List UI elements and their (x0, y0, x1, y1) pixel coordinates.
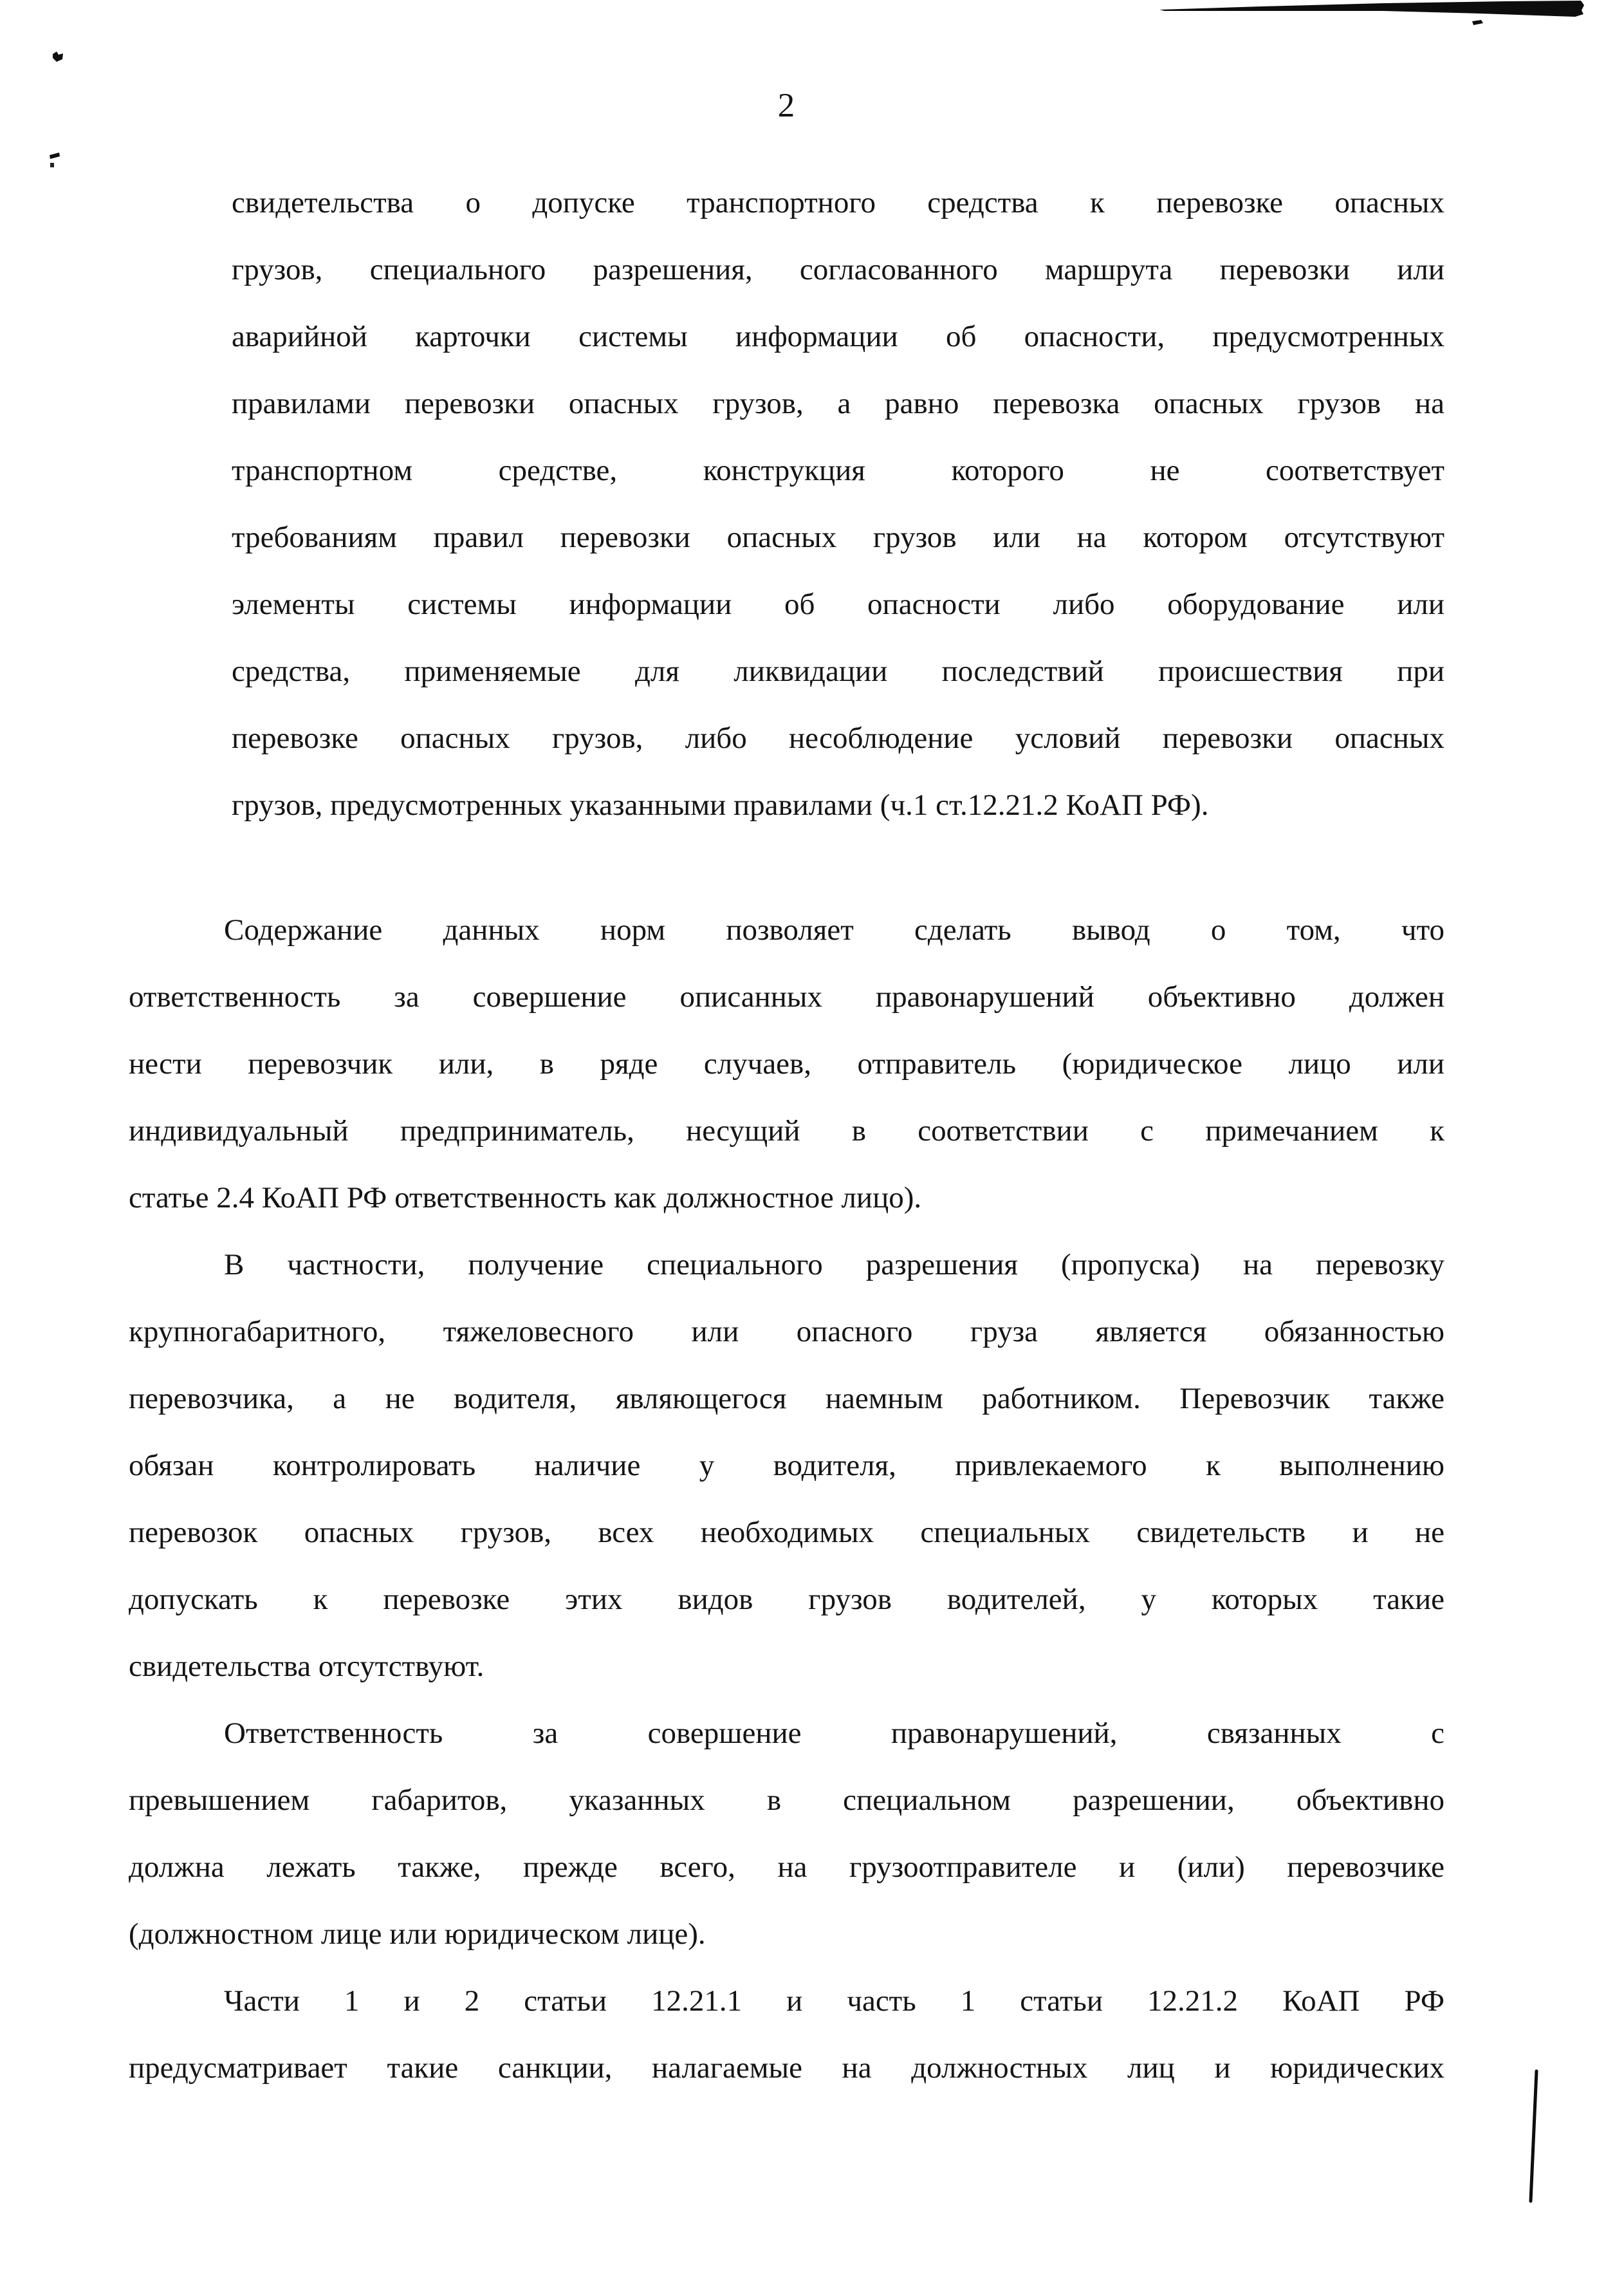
paragraph-norms-conclusion (129, 897, 1444, 1231)
scan-dot-left-margin (50, 163, 54, 167)
paragraph-dimensions-liability (129, 1700, 1444, 1968)
scan-speck-dot (1472, 20, 1483, 25)
text-line: предусматривает такие санкции, налагаемые на должностных лиц и юридических (129, 2051, 1444, 2085)
scan-dash-left-margin (50, 153, 60, 159)
text-line: Части 1 и 2 статьи 12.21.1 и часть 1 статьи 12.21.2 КоАП РФ (224, 1984, 1444, 2018)
text-line: аварийной карточки системы информации об опасности, предусмотренных (232, 320, 1444, 353)
text-line: средства, применяемые для ликвидации последствий происшествия при (232, 655, 1444, 688)
text-line: транспортном средстве, конструкция которого не соответствует (232, 454, 1444, 487)
text-line: превышением габаритов, указанных в специальном разрешении, объективно (129, 1783, 1444, 1817)
paragraph-sanctions-articles (129, 1968, 1444, 2101)
text-line: ответственность за совершение описанных правонарушений объективно должен (129, 980, 1444, 1014)
paragraph-quoted-provision-continuation (232, 169, 1444, 839)
text-line: Содержание данных норм позволяет сделать вывод о том, что (224, 913, 1444, 947)
text-line: грузов, предусмотренных указанными правилами (ч.1 ст.12.21.2 КоАП РФ). (232, 788, 1209, 822)
text-line: элементы системы информации об опасности либо оборудование или (232, 588, 1444, 621)
text-line: нести перевозчик или, в ряде случаев, отправитель (юридическое лицо или (129, 1047, 1444, 1081)
text-line: перевозке опасных грузов, либо несоблюдение условий перевозки опасных (232, 721, 1444, 755)
text-line: правилами перевозки опасных грузов, а равно перевозка опасных грузов на (232, 387, 1444, 420)
text-line: крупногабаритного, тяжеловесного или опасного груза является обязанностью (129, 1315, 1444, 1348)
text-line: перевозчика, а не водителя, являющегося наемным работником. Перевозчик также (129, 1382, 1444, 1415)
text-line: (должностном лице или юридическом лице). (129, 1917, 706, 1951)
text-line: свидетельства о допуске транспортного средства к перевозке опасных (232, 186, 1444, 219)
text-line: индивидуальный предприниматель, несущий в соответствии с примечанием к (129, 1114, 1444, 1148)
text-line: Ответственность за совершение правонарушений, связанных с (224, 1716, 1444, 1750)
page-number: 2 (777, 87, 796, 124)
text-line: грузов, специального разрешения, согласованного маршрута перевозки или (232, 253, 1444, 286)
scan-streak-top-right (1159, 1, 1584, 17)
text-line: свидетельства отсутствуют. (129, 1650, 484, 1683)
text-line: перевозок опасных грузов, всех необходимых специальных свидетельств и не (129, 1516, 1444, 1549)
text-line: должна лежать также, прежде всего, на грузоотправителе и (или) перевозчике (129, 1850, 1444, 1884)
text-line: В частности, получение специального разрешения (пропуска) на перевозку (224, 1248, 1444, 1281)
scan-speck-top-left (53, 51, 63, 62)
text-line: обязан контролировать наличие у водителя, привлекаемого к выполнению (129, 1449, 1444, 1482)
text-line: допускать к перевозке этих видов грузов водителей, у которых такие (129, 1583, 1444, 1616)
text-line: требованиям правил перевозки опасных грузов или на котором отсутствуют (232, 521, 1444, 554)
document-body (129, 169, 1444, 2101)
paragraph-special-permit-duty (129, 1231, 1444, 1700)
text-line: статье 2.4 КоАП РФ ответственность как должностное лицо). (129, 1181, 922, 1214)
scan-scratch-bottom-right (1531, 2071, 1536, 2201)
